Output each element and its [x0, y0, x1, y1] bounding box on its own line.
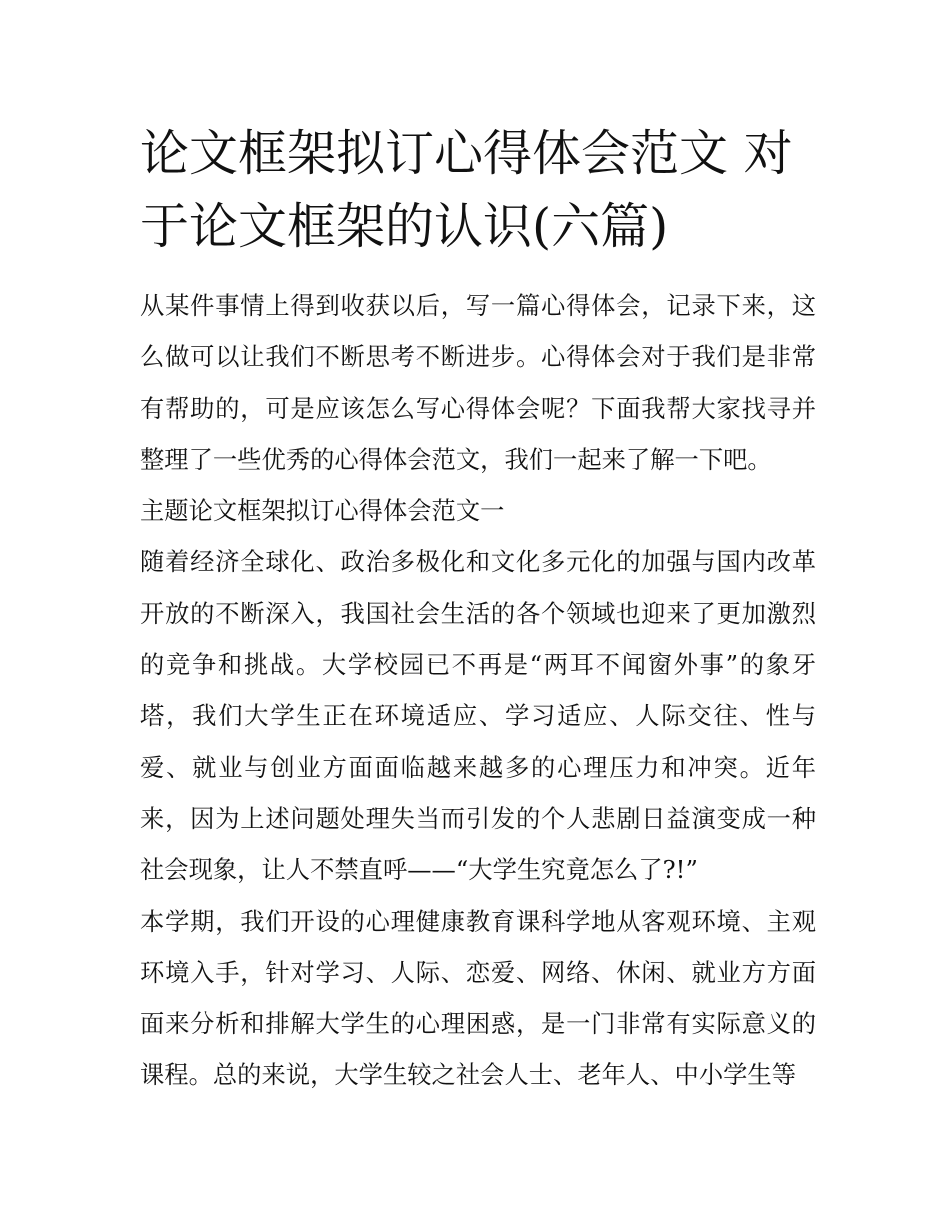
body-paragraph: 本学期，我们开设的心理健康教育课科学地从客观环境、主观环境入手，针对学习、人际、恋爱、网络、休闲、就业方方面面来分析和排解大学生的心理困惑，是一门非常有实际意义的课程。总的来说，大学生较之社会人士、老年人、中小学生等	[140, 906, 816, 1090]
body-paragraph: 随着经济全球化、政治多极化和文化多元化的加强与国内改革开放的不断深入，我国社会生活的各个领域也迎来了更加激烈的竞争和挑战。大学校园已不再是“两耳不闻窗外事”的象牙塔，我们大学生正在环境适应、学习适应、人际交往、性与爱、就业与创业方面面临越来越多的心理压力和冲突。近年来，因为上述问题处理失当而引发的个人悲剧日益演变成一种社会现象，让人不禁直呼——“大学生究竟怎么了?!”	[140, 547, 816, 885]
document-title: 论文框架拟订心得体会范文 对于论文框架的认识(六篇)	[140, 125, 793, 255]
intro-paragraph: 从某件事情上得到收获以后，写一篇心得体会，记录下来，这么做可以让我们不断思考不断进步。心得体会对于我们是非常有帮助的，可是应该怎么写心得体会呢？下面我帮大家找寻并整理了一些优秀的心得体会范文，我们一起来了解一下吧。	[140, 291, 816, 474]
document-body	[140, 280, 816, 1101]
section-heading: 主题论文框架拟订心得体会范文一	[140, 496, 505, 526]
